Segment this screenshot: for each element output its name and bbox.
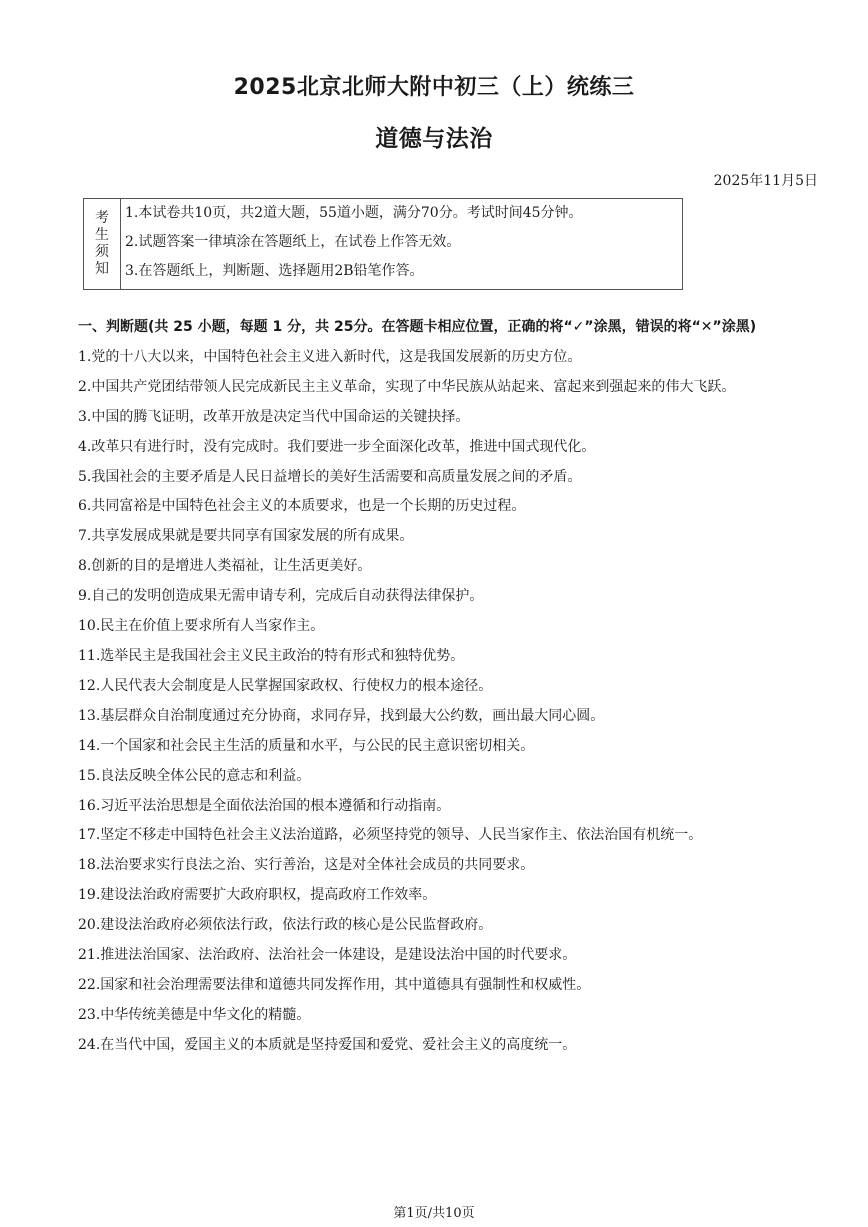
question-item: 9.自己的发明创造成果无需申请专利，完成后自动获得法律保护。 — [78, 588, 484, 605]
question-item: 6.共同富裕是中国特色社会主义的本质要求，也是一个长期的历史过程。 — [78, 498, 526, 515]
question-item: 16.习近平法治思想是全面依法治国的根本遵循和行动指南。 — [78, 797, 451, 814]
notice-item: 3.在答题纸上，判断题、选择题用2B铅笔作答。 — [125, 263, 424, 279]
question-item: 17.坚定不移走中国特色社会主义法治道路，必须坚持党的领导、人民当家作主、依法治国有机统一。 — [78, 827, 703, 844]
question-item: 24.在当代中国，爱国主义的本质就是坚持爱国和爱党、爱社会主义的高度统一。 — [78, 1036, 577, 1053]
notice-label — [84, 199, 121, 289]
notice-item: 1.本试卷共10页，共2道大题，55道小题，满分70分。考试时间45分钟。 — [125, 205, 583, 221]
question-item: 20.建设法治政府必须依法行政，依法行政的核心是公民监督政府。 — [78, 917, 493, 934]
question-item: 5.我国社会的主要矛盾是人民日益增长的美好生活需要和高质量发展之间的矛盾。 — [78, 468, 582, 485]
question-item: 1.党的十八大以来，中国特色社会主义进入新时代，这是我国发展新的历史方位。 — [78, 348, 582, 365]
question-item: 22.国家和社会治理需要法律和道德共同发挥作用，其中道德具有强制性和权威性。 — [78, 976, 591, 993]
question-item: 14.一个国家和社会民主生活的质量和水平，与公民的民主意识密切相关。 — [78, 737, 535, 754]
question-item: 19.建设法治政府需要扩大政府职权，提高政府工作效率。 — [78, 887, 437, 904]
page-number: 第1页/共10页 — [393, 1206, 475, 1221]
question-item: 4.改革只有进行时，没有完成时。我们要进一步全面深化改革，推进中国式现代化。 — [78, 438, 596, 455]
notice-label-char: 考 — [95, 210, 109, 226]
question-item: 10.民主在价值上要求所有人当家作主。 — [78, 618, 325, 635]
question-item: 13.基层群众自治制度通过充分协商，求同存异，找到最大公约数，画出最大同心圆。 — [78, 707, 605, 724]
notice-label-char: 生 — [95, 227, 109, 243]
section-heading: 一、判断题(共 25 小题，每题 1 分，共 25分。在答题卡相应位置，正确的将“✓”涂黑，错误的将“✕”涂黑) — [78, 319, 757, 335]
notice-label-char: 知 — [95, 261, 109, 277]
question-item: 18.法治要求实行良法之治、实行善治，这是对全体社会成员的共同要求。 — [78, 857, 535, 874]
candidate-notice-box — [83, 198, 683, 290]
question-item: 2.中国共产党团结带领人民完成新民主主义革命，实现了中华民族从站起来、富起来到强起来的伟大飞跃。 — [78, 378, 736, 395]
exam-date: 2025年11月5日 — [713, 173, 818, 189]
question-item: 3.中国的腾飞证明，改革开放是决定当代中国命运的关键抉择。 — [78, 408, 470, 425]
notice-label-char: 须 — [95, 244, 109, 260]
notice-item: 2.试题答案一律填涂在答题纸上，在试卷上作答无效。 — [125, 234, 461, 250]
exam-title: 2025北京北师大附中初三（上）统练三 — [233, 75, 635, 100]
question-item: 8.创新的目的是增进人类福祉，让生活更美好。 — [78, 558, 372, 575]
question-item: 11.选举民主是我国社会主义民主政治的特有形式和独特优势。 — [78, 647, 465, 664]
question-item: 21.推进法治国家、法治政府、法治社会一体建设，是建设法治中国的时代要求。 — [78, 947, 577, 964]
question-item: 23.中华传统美德是中华文化的精髓。 — [78, 1006, 311, 1023]
question-item: 7.共享发展成果就是要共同享有国家发展的所有成果。 — [78, 528, 414, 545]
notice-items — [121, 199, 583, 289]
question-section — [78, 313, 778, 1061]
question-item: 12.人民代表大会制度是人民掌握国家政权、行使权力的根本途径。 — [78, 677, 493, 694]
question-item: 15.良法反映全体公民的意志和利益。 — [78, 767, 311, 784]
subject-title: 道德与法治 — [375, 126, 493, 152]
